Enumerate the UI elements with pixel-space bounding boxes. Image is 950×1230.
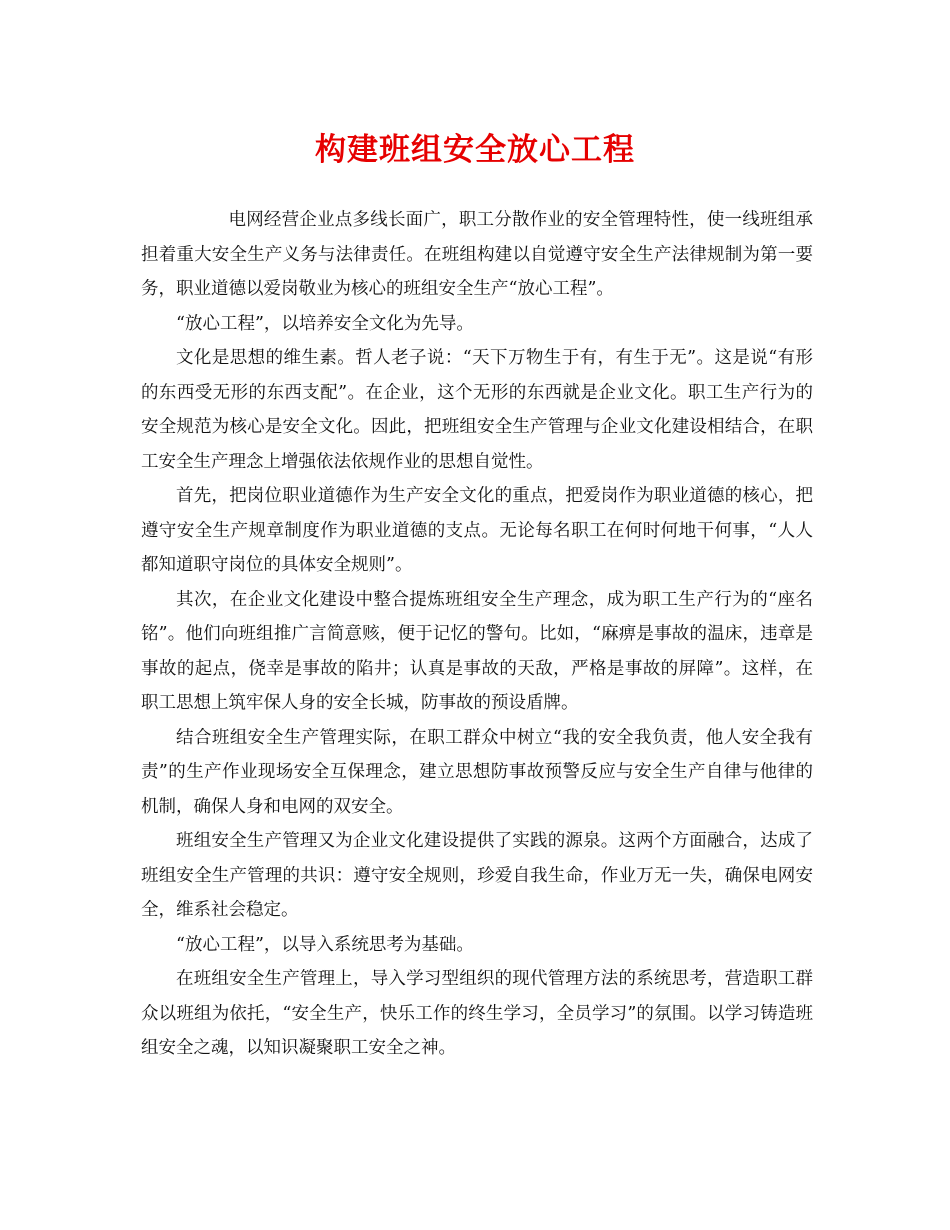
- paragraph: 首先，把岗位职业道德作为生产安全文化的重点，把爱岗作为职业道德的核心，把遵守安全生产规章制度作为职业道德的支点。无论每名职工在何时何地干何事，“人人都知道职守岗位的具体安全规则”。: [141, 486, 813, 575]
- document-title: 构建班组安全放心工程: [315, 132, 635, 168]
- paragraph: 在班组安全生产管理上，导入学习型组织的现代管理方法的系统思考，营造职工群众以班组为依托，“安全生产，快乐工作的终生学习，全员学习”的氛围。以学习铸造班组安全之魂，以知识凝聚职工安全之神。: [141, 969, 813, 1058]
- document-body: [141, 203, 813, 1066]
- paragraph: 班组安全生产管理又为企业文化建设提供了实践的源泉。这两个方面融合，达成了班组安全生产管理的共识：遵守安全规则，珍爱自我生命，作业万无一失，确保电网安全，维系社会稳定。: [141, 831, 813, 920]
- paragraph: “放心工程”，以培养安全文化为先导。: [176, 313, 474, 334]
- paragraph: 文化是思想的维生素。哲人老子说：“天下万物生于有，有生于无”。这是说“有形的东西受无形的东西支配”。在企业，这个无形的东西就是企业文化。职工生产行为的安全规范为核心是安全文化。因此，把班组安全生产管理与企业文化建设相结合，在职工安全生产理念上增强依法依规作业的思想自觉性。: [141, 348, 813, 472]
- paragraph: 结合班组安全生产管理实际，在职工群众中树立“我的安全我负责，他人安全我有责”的生产作业现场安全互保理念，建立思想防事故预警反应与安全生产自律与他律的机制，确保人身和电网的双安全。: [141, 727, 813, 817]
- paragraph: “放心工程”，以导入系统思考为基础。: [176, 934, 474, 955]
- paragraph: 其次，在企业文化建设中整合提炼班组安全生产理念，成为职工生产行为的“座名铭”。他们向班组推广言简意赅，便于记忆的警句。比如，“麻痹是事故的温床，违章是事故的起点，侥幸是事故的陷井；认真是事故的天敌，严格是事故的屏障”。这样，在职工思想上筑牢保人身的安全长城，防事故的预设盾牌。: [141, 589, 813, 713]
- paragraph: 电网经营企业点多线长面广，职工分散作业的安全管理特性，使一线班组承担着重大安全生产义务与法律责任。在班组构建以自觉遵守安全生产法律规制为第一要务，职业道德以爱岗敬业为核心的班组安全生产“放心工程”。: [141, 210, 813, 299]
